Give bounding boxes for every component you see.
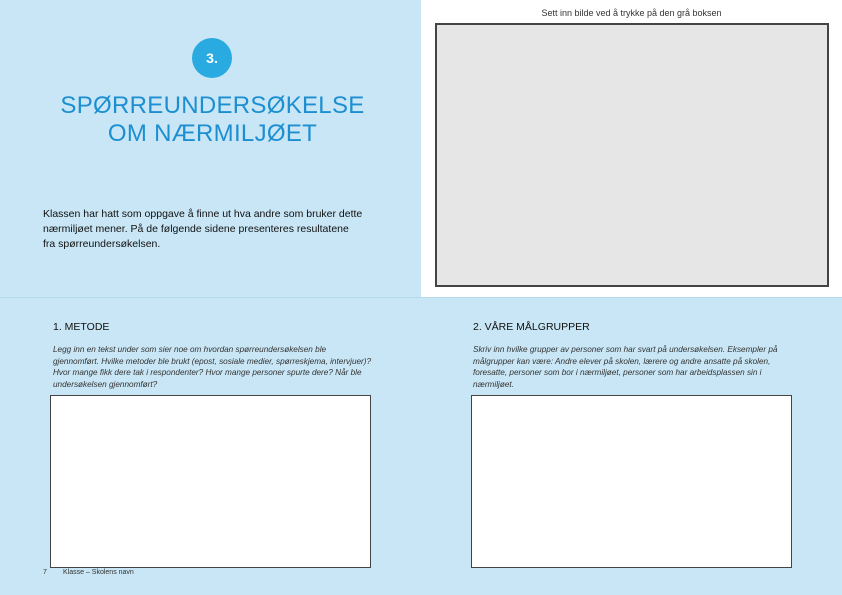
image-hint: Sett inn bilde ved å trykke på den grå boksen bbox=[541, 8, 722, 18]
target-groups-heading: 2. VÅRE MÅLGRUPPER bbox=[473, 321, 590, 333]
footer-text: Klasse – Skolens navn bbox=[63, 569, 134, 576]
page-title bbox=[40, 92, 385, 148]
section-number-badge: 3. bbox=[192, 38, 232, 78]
method-text-box[interactable] bbox=[50, 395, 371, 568]
title-line-1: SPØRREUNDERSØKELSE bbox=[60, 92, 365, 119]
page-number: 7 bbox=[43, 569, 47, 576]
image-placeholder[interactable] bbox=[435, 23, 829, 287]
target-groups-description: Skriv inn hvilke grupper av personer som har svart på undersøkelsen. Eksempler på målgrupper kan være: Andre elever på skolen, lærere og andre ansatte på skolen, foresatte, personer som bor i nærmiljøet, personer som har arbeidsplassen sin i nærmiljøet. bbox=[473, 345, 778, 389]
intro-text: Klassen har hatt som oppgave å finne ut hva andre som bruker dette nærmiljøet mener. På de følgende sidene presenteres resultatene fra spørreundersøkelsen. bbox=[43, 208, 363, 250]
target-groups-text-box[interactable] bbox=[471, 395, 792, 568]
method-heading: 1. METODE bbox=[53, 321, 110, 333]
title-line-2: OM NÆRMILJØET bbox=[107, 120, 318, 147]
method-description: Legg inn en tekst under som sier noe om hvordan spørreundersøkelsen ble gjennomført. Hvilke metoder ble brukt (epost, sosiale medier, spørreskjema, intervjuer)? Hvor mange fikk dere tak i respondenter? Hvor mange personer spurte dere? Når ble undersøkelsen gjennomført? bbox=[53, 345, 372, 389]
